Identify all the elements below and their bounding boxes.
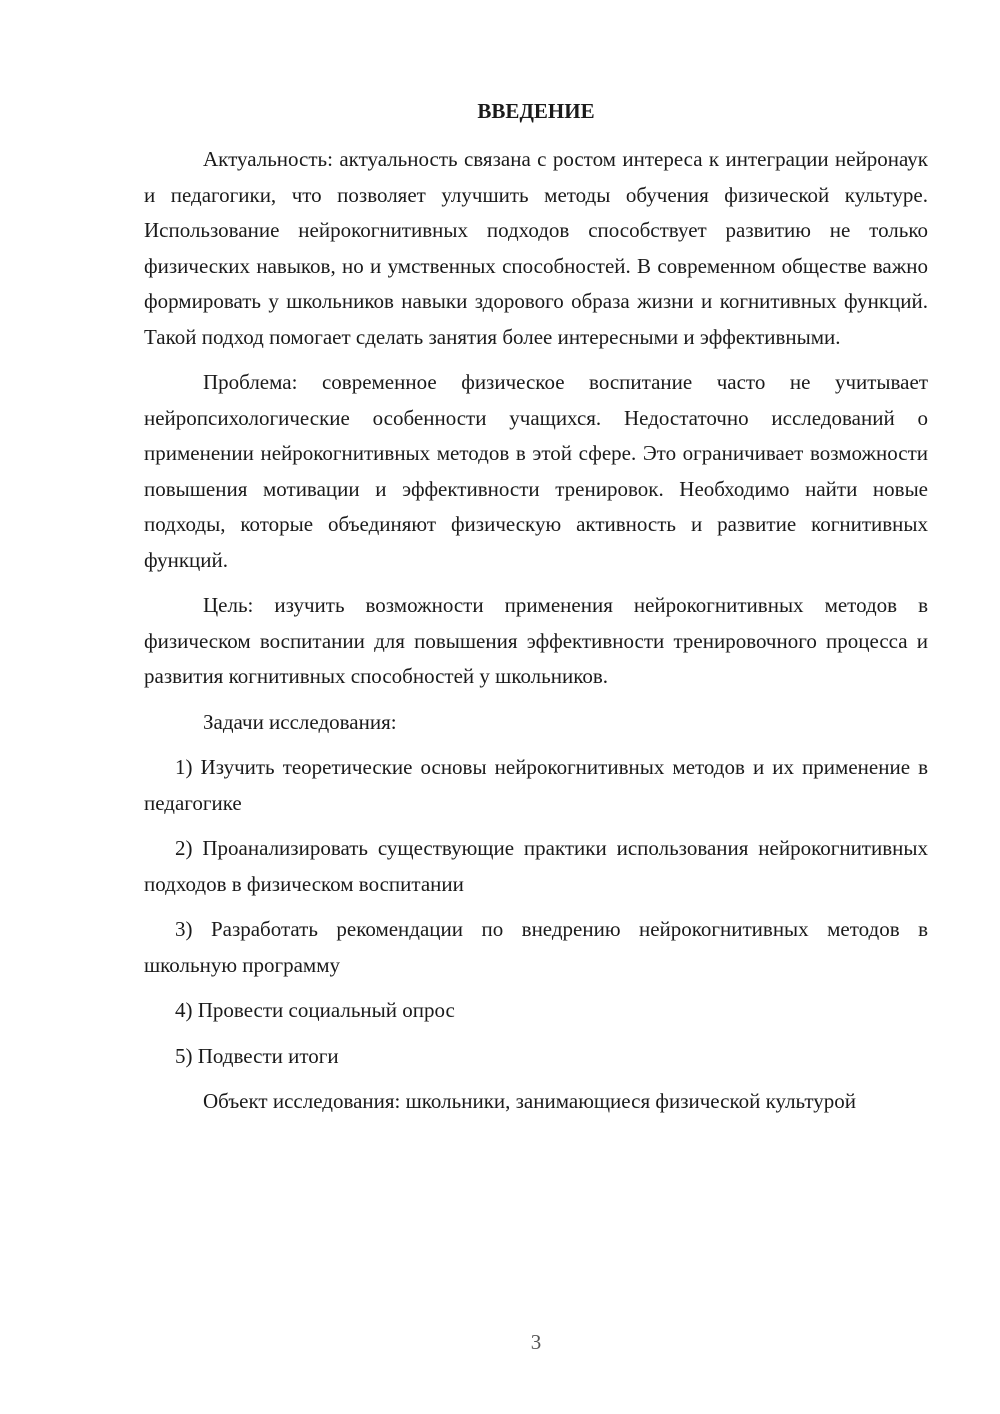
- list-item: 5) Подвести итоги: [175, 1043, 339, 1068]
- list-item: 4) Провести социальный опрос: [175, 998, 455, 1022]
- page-title: ВВЕДЕНИЕ: [477, 99, 595, 123]
- page-number: 3: [530, 1330, 542, 1354]
- list-item: 3) Разработать рекомендации по внедрению нейрокогнитивных методов в школьную программу: [144, 917, 928, 977]
- list-item: 1) Изучить теоретические основы нейрокогнитивных методов и их применение в педагогике: [144, 755, 928, 815]
- relevance-paragraph: Актуальность: актуальность связана с ростом интереса к интеграции нейронаук и педагогики, что позволяет улучшить методы обучения физической культуре. Использование нейрокогнитивных подходов способствует развитию не только физических навыков, но и умственных способностей. В современном обществе важно формировать у школьников навыки здорового образа жизни и когнитивных функций. Такой подход помогает сделать занятия более интересными и эффективными.: [144, 147, 928, 349]
- document-page: [144, 0, 928, 1414]
- object-paragraph: Объект исследования: школьники, занимающиеся физической культурой: [203, 1089, 856, 1113]
- problem-paragraph: Проблема: современное физическое воспитание часто не учитывает нейропсихологические особенности учащихся. Недостаточно исследований о применении нейрокогнитивных методов в этой сфере. Это ограничивает возможности повышения мотивации и эффективности тренировок. Необходимо найти новые подходы, которые объединяют физическую активность и развитие когнитивных функций.: [144, 370, 928, 572]
- tasks-list: [144, 750, 928, 1074]
- tasks-heading: Задачи исследования:: [203, 709, 397, 734]
- list-item: 2) Проанализировать существующие практики использования нейрокогнитивных подходов в физическом воспитании: [144, 836, 928, 896]
- document-body: [144, 142, 928, 1120]
- goal-paragraph: Цель: изучить возможности применения нейрокогнитивных методов в физическом воспитании для повышения эффективности тренировочного процесса и развития когнитивных способностей у школьников.: [144, 593, 928, 688]
